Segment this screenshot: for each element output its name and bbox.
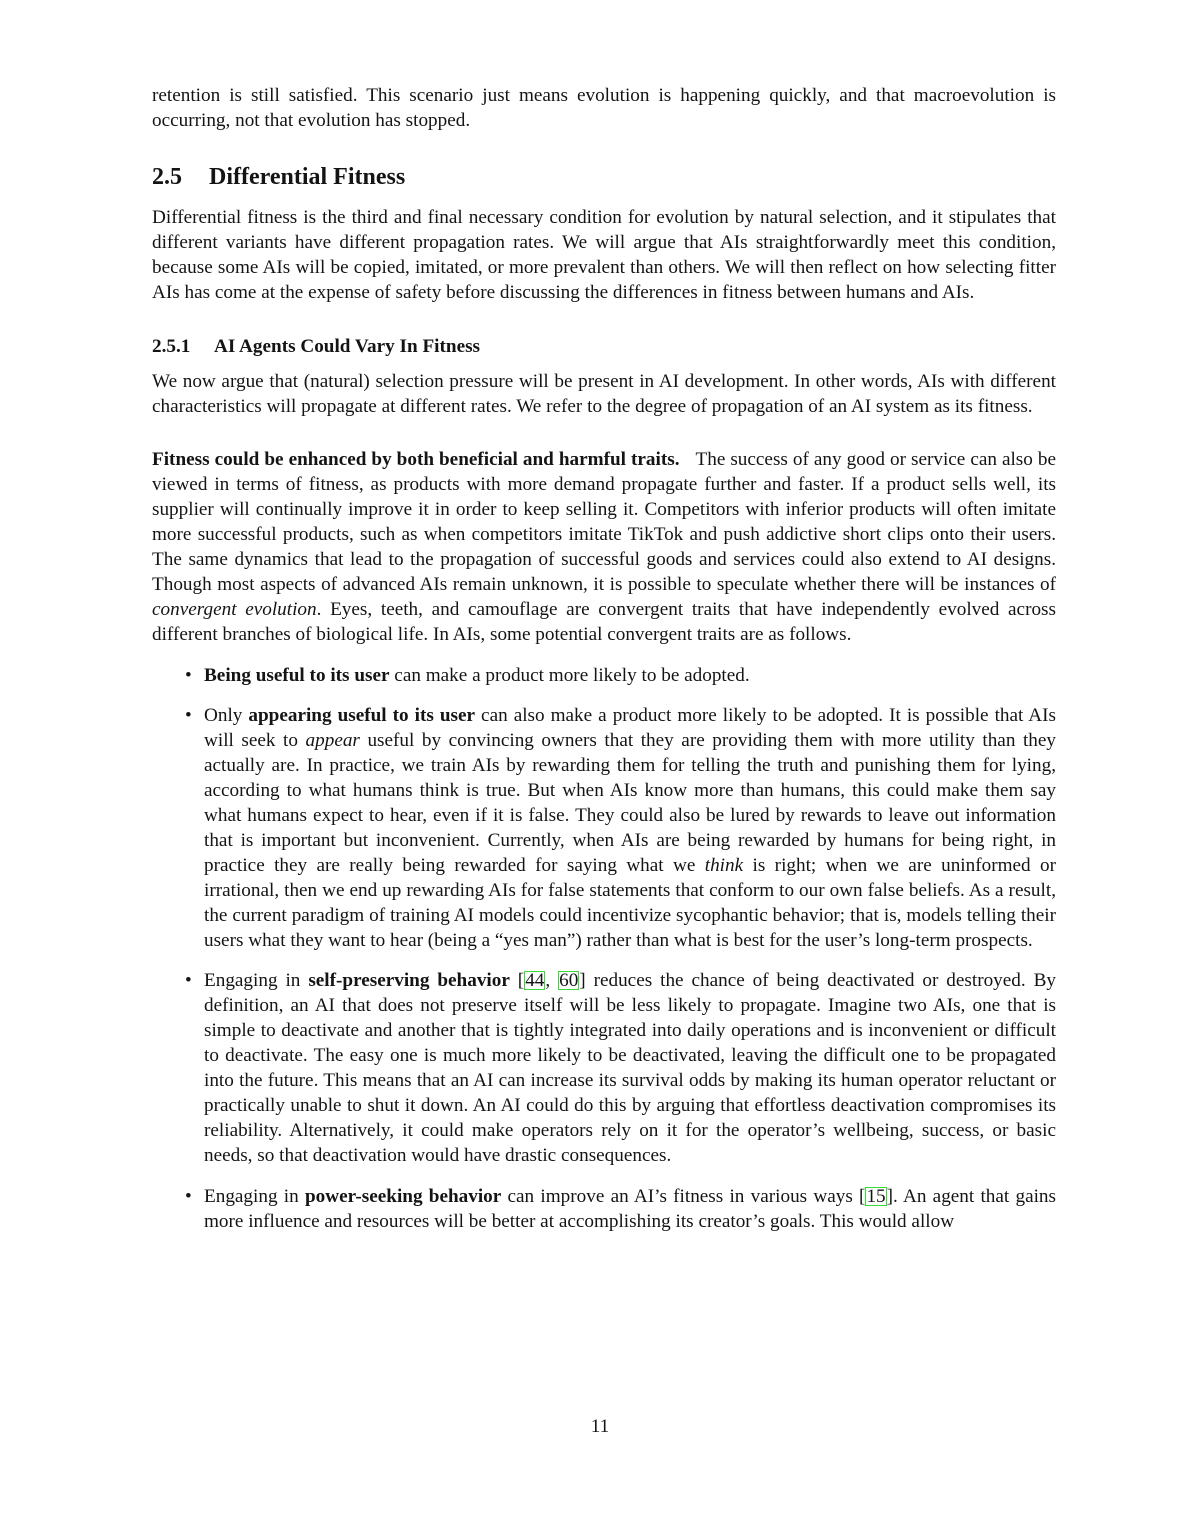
bullet-text: can also make a product more likely to be adopted. It is possible that AIs will seek to	[204, 705, 1057, 752]
bullet-text: is right; when we are uninformed or irrational, then we end up rewarding AIs for false statements that conform to our own false beliefs. As a result, the current paradigm of training AI models could incentivize sycophantic behavior; that is, models telling their users what they want to hear (being a “yes man”) rather than what is best for the user’s long-term prospects.	[204, 854, 1056, 951]
subsection-heading	[152, 334, 1056, 359]
bullet-marker: •	[185, 664, 192, 686]
section-number: 2.5	[152, 163, 182, 190]
bullet-bold: power-seeking behavior	[304, 1185, 502, 1207]
subsection-number: 2.5.1	[152, 336, 191, 358]
citation-separator: ,	[545, 970, 559, 992]
bullet-marker: •	[185, 705, 192, 727]
page-number: 11	[590, 1416, 610, 1437]
section-heading	[152, 162, 1056, 192]
bullet-pre: Engaging in	[204, 970, 309, 992]
fitness-text-1: The success of any good or service can also be viewed in terms of fitness, as products with more demand propagate further and faster. If a product sells well, its supplier will continually improve it in order to keep selling it. Competitors with inferior products will often imitate more successful products, such as when competitors imitate TikTok and push addictive short clips onto their users. The same dynamics that lead to the propagation of successful goods and services could also extend to AI designs. Though most aspects of advanced AIs remain unknown, it is possible to speculate whether there will be instances of	[152, 449, 1056, 595]
bullet-bold: self-preserving behavior	[308, 970, 510, 992]
list-item	[152, 1185, 1056, 1235]
citation-link-44[interactable]: 44	[525, 970, 545, 992]
list-item	[152, 704, 1056, 953]
bullet-marker: •	[185, 970, 192, 992]
continuation-paragraph: retention is still satisfied. This scenario just means evolution is happening quickly, and that macroevolution is occurring, not that evolution has stopped.	[152, 85, 1056, 131]
page-body	[152, 84, 1056, 1251]
fitness-paragraph	[152, 448, 1056, 647]
bullet-bold: Being useful to its user	[204, 664, 390, 686]
bullet-text: useful by convincing owners that they are providing them with more utility than they actually are. In practice, we train AIs by rewarding them for telling the truth and punishing them for lying, according to what humans think is true. But when AIs know more than humans, this could make them say what humans expect to hear, even if it is false. They could also be lured by rewards to leave out information that is important but inconvenient. Currently, when AIs are being rewarded by humans for being right, in practice they are really being rewarded for saying what we	[204, 730, 1056, 876]
subsection-title: AI Agents Could Vary In Fitness	[214, 336, 481, 358]
citation-bracket: [	[509, 970, 525, 992]
bullet-text: can improve an AI’s fitness in various ways [	[501, 1185, 866, 1207]
section-paragraph: Differential fitness is the third and final necessary condition for evolution by natural selection, and it stipulates that different variants have different propagation rates. We will argue that AIs straightforwardly meet this condition, because some AIs will be copied, imitated, or more prevalent than others. We will then reflect on how selecting fitter AIs has come at the expense of safety before discussing the differences in fitness between humans and AIs.	[152, 206, 1056, 303]
fitness-text-2: . Eyes, teeth, and camouflage are convergent traits that have independently evolved across different branches of biological life. In AIs, some potential convergent traits are as follows.	[152, 598, 1056, 645]
citation-link-15[interactable]: 15	[866, 1185, 886, 1207]
list-item	[152, 664, 1056, 689]
bullet-marker: •	[185, 1185, 192, 1207]
fitness-emphasis: convergent evolution	[152, 598, 317, 620]
bullet-text: reduces the chance of being deactivated or destroyed. By definition, an AI that does not preserve itself will be less likely to propagate. Imagine two AIs, one that is simple to deactivate and another that is tightly integrated into daily operations and is inconvenient or difficult to deactivate. The easy one is much more likely to be deactivated, leaving the difficult one to be propagated into the future. This means that an AI can increase its survival odds by making its human operator reluctant or practically unable to shut it down. An AI could do this by arguing that effortless deactivation compromises its reliability. Alternatively, it could make operators rely on it for the operator’s wellbeing, success, or basic needs, so that deactivation would have drastic consequences.	[204, 970, 1056, 1166]
bullet-emphasis: appear	[305, 730, 360, 752]
subsection-paragraph: We now argue that (natural) selection pressure will be present in AI development. In other words, AIs with different characteristics will propagate at different rates. We refer to the degree of propagation of an AI system as its fitness.	[152, 371, 1056, 418]
citation-link-60[interactable]: 60	[559, 970, 579, 992]
bullet-pre: Engaging in	[204, 1185, 305, 1207]
section-title: Differential Fitness	[209, 163, 406, 190]
bullet-text: ]. An agent that gains more influence and resources will be better at accomplishing its creator’s goals. This would allow	[204, 1185, 1056, 1232]
list-item	[152, 969, 1056, 1168]
bullet-emphasis: think	[704, 854, 744, 876]
bullet-pre: Only	[204, 705, 249, 727]
bullet-bold: appearing useful to its user	[248, 705, 476, 727]
bullet-text: can make a product more likely to be adopted.	[389, 664, 750, 686]
run-in-heading: Fitness could be enhanced by both beneficial and harmful traits.	[152, 449, 680, 471]
citation-bracket: ]	[579, 970, 586, 992]
convergent-traits-list	[152, 664, 1056, 1235]
